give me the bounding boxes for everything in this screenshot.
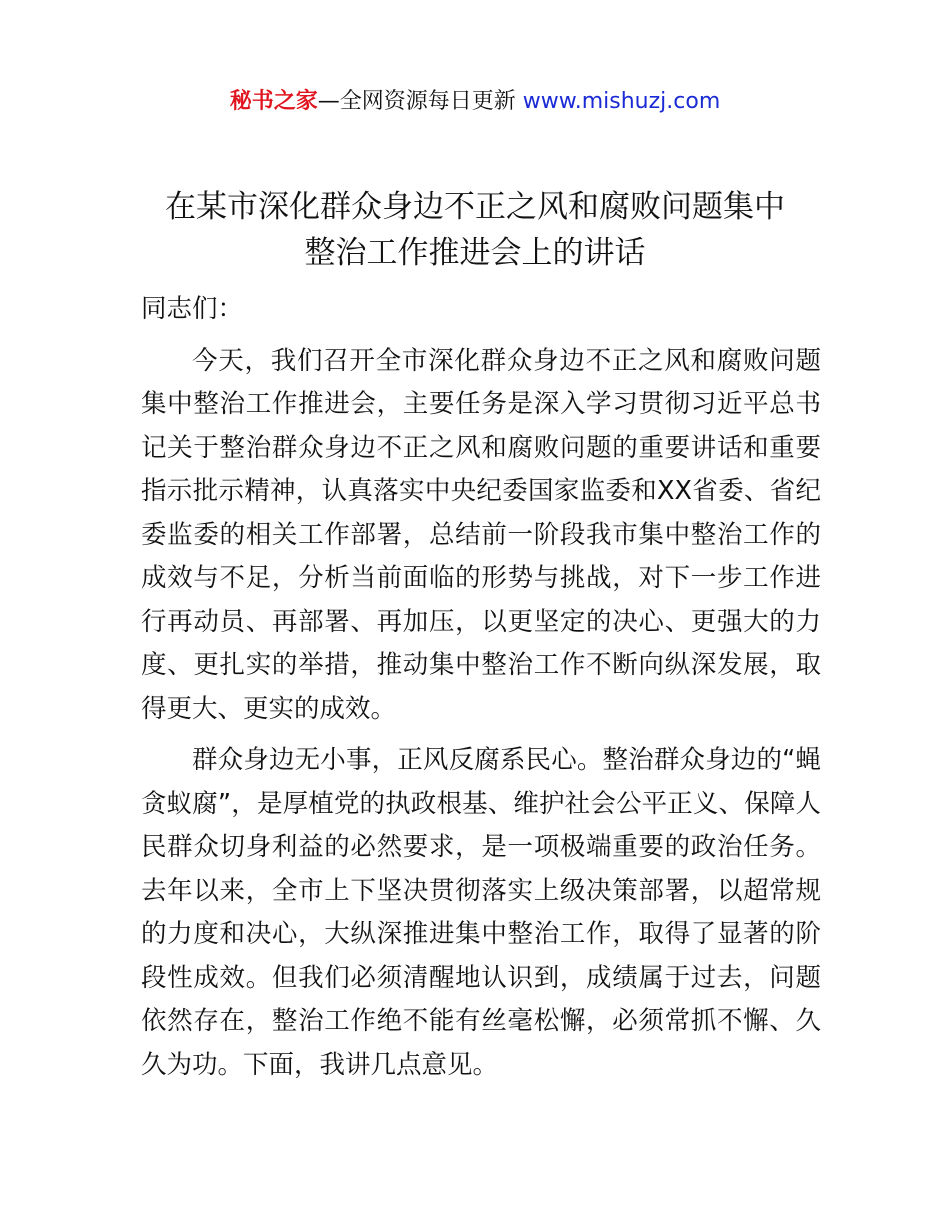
brand-name: 秘书之家	[229, 89, 318, 114]
paragraph-2: 群众身边无小事，正风反腐系民心。整治群众身边的“蝇贪蚁腐”，是厚植党的执政根基、维护社会公平正义、保障人民群众切身利益的必然要求，是一项极端重要的政治任务。去年以来，全市上下坚决贯彻落实上级决策部署，以超常规的力度和决心，大纵深推进集中整治工作，取得了显著的阶段性成效。但我们必须清醒地认识到，成绩属于过去，问题依然存在，整治工作绝不能有丝毫松懈，必须常抓不懈、久久为功。下面，我讲几点意见。	[141, 745, 821, 1080]
title-line-1: 在某市深化群众身边不正之风和腐败问题集中	[165, 189, 785, 225]
site-header	[0, 86, 950, 118]
salutation: 同志们：	[141, 294, 244, 324]
header-tagline: —全网资源每日更新	[317, 89, 523, 114]
paragraph-1: 今天，我们召开全市深化群众身边不正之风和腐败问题集中整治工作推进会，主要任务是深入学习贯彻习近平总书记关于整治群众身边不正之风和腐败问题的重要讲话和重要指示批示精神，认真落实中央纪委国家监委和XX省委、省纪委监委的相关工作部署，总结前一阶段我市集中整治工作的成效与不足，分析当前面临的形势与挑战，对下一步工作进行再动员、再部署、再加压，以更坚定的决心、更强大的力度、更扎实的举措，推动集中整治工作不断向纵深发展，取得更大、更实的成效。	[141, 345, 821, 724]
document-title	[60, 184, 890, 276]
document-body	[141, 288, 821, 1087]
site-url-link[interactable]: www.mishuzj.com	[522, 89, 721, 114]
title-line-2: 整治工作推进会上的讲话	[304, 235, 646, 271]
